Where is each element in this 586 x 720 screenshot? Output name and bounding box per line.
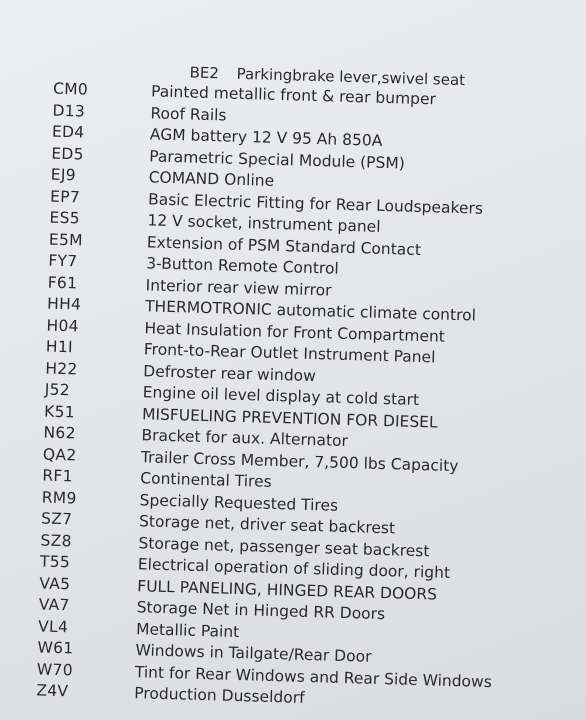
option-description: Extension of PSM Standard Contact <box>146 232 422 259</box>
option-description: Tint for Rear Windows and Rear Side Windows <box>134 662 493 691</box>
option-description: Windows in Tailgate/Rear Door <box>135 641 372 666</box>
option-code: SZ7 <box>40 509 73 529</box>
option-description: Roof Rails <box>150 103 227 125</box>
option-description: THERMOTRONIC automatic climate control <box>144 297 477 325</box>
option-code: D13 <box>52 101 86 121</box>
option-description: Interior rear view mirror <box>145 275 332 300</box>
option-description: Front-to-Rear Outlet Instrument Panel <box>143 340 436 367</box>
option-description: Basic Electric Fitting for Rear Loudspeakers <box>147 189 484 218</box>
option-code: VL4 <box>37 616 69 636</box>
header-code: BE2 <box>189 63 220 83</box>
option-code: VA7 <box>38 595 70 615</box>
option-description: AGM battery 12 V 95 Ah 850A <box>149 125 383 150</box>
option-code: QA2 <box>42 445 77 464</box>
option-description: Engine oil level display at cold start <box>142 383 420 409</box>
option-description: Metallic Paint <box>135 619 240 641</box>
option-description: Defroster rear window <box>143 361 317 385</box>
option-code: J52 <box>44 380 71 400</box>
option-code: ED5 <box>51 144 85 164</box>
option-description: Specially Requested Tires <box>139 490 339 515</box>
option-code: CM0 <box>52 79 89 99</box>
option-code: ED4 <box>51 122 85 142</box>
option-code: W70 <box>36 659 74 679</box>
option-code: H1I <box>45 337 74 357</box>
option-code: K51 <box>43 402 76 421</box>
option-code: Z4V <box>36 681 69 701</box>
option-code: EP7 <box>49 187 81 206</box>
option-description: 3-Button Remote Control <box>146 254 340 278</box>
option-description: Storage Net in Hinged RR Doors <box>136 598 386 624</box>
option-code: EJ9 <box>50 165 77 185</box>
option-code: SZ8 <box>40 530 73 550</box>
option-code: T55 <box>39 552 71 572</box>
option-rows <box>12 78 569 716</box>
option-description: Storage net, passenger seat backrest <box>138 533 430 560</box>
option-code: N62 <box>43 423 77 443</box>
option-description: Electrical operation of sliding door, right <box>137 555 451 582</box>
option-description: Trailer Cross Member, 7,500 lbs Capacity <box>140 447 459 475</box>
option-description: MISFUELING PREVENTION FOR DIESEL <box>141 404 438 432</box>
option-description: Bracket for aux. Alternator <box>141 426 349 451</box>
option-code: H04 <box>46 316 80 335</box>
option-code: F61 <box>47 273 78 292</box>
option-description: COMAND Online <box>148 168 275 190</box>
option-code: HH4 <box>46 294 82 314</box>
option-code-list <box>12 58 570 716</box>
option-description: Painted metallic front & rear bumper <box>150 82 437 109</box>
option-code: RF1 <box>42 466 74 486</box>
option-code: FY7 <box>48 251 78 271</box>
option-description: Production Dusseldorf <box>134 684 305 707</box>
option-description: Parametric Special Module (PSM) <box>149 146 406 173</box>
option-code: E5M <box>48 230 84 250</box>
option-description: Storage net, driver seat backrest <box>138 512 396 538</box>
header-text: Parkingbrake lever,swivel seat <box>236 64 466 90</box>
option-code: W61 <box>37 638 74 658</box>
option-code: RM9 <box>41 488 77 507</box>
option-code: H22 <box>45 359 78 378</box>
option-code: VA5 <box>39 573 71 593</box>
option-description: Continental Tires <box>140 469 272 491</box>
option-description: Heat Insulation for Front Compartment <box>144 318 446 346</box>
option-code: ES5 <box>49 208 81 228</box>
option-description: 12 V socket, instrument panel <box>147 211 381 236</box>
option-description: FULL PANELING, HINGED REAR DOORS <box>137 576 438 604</box>
